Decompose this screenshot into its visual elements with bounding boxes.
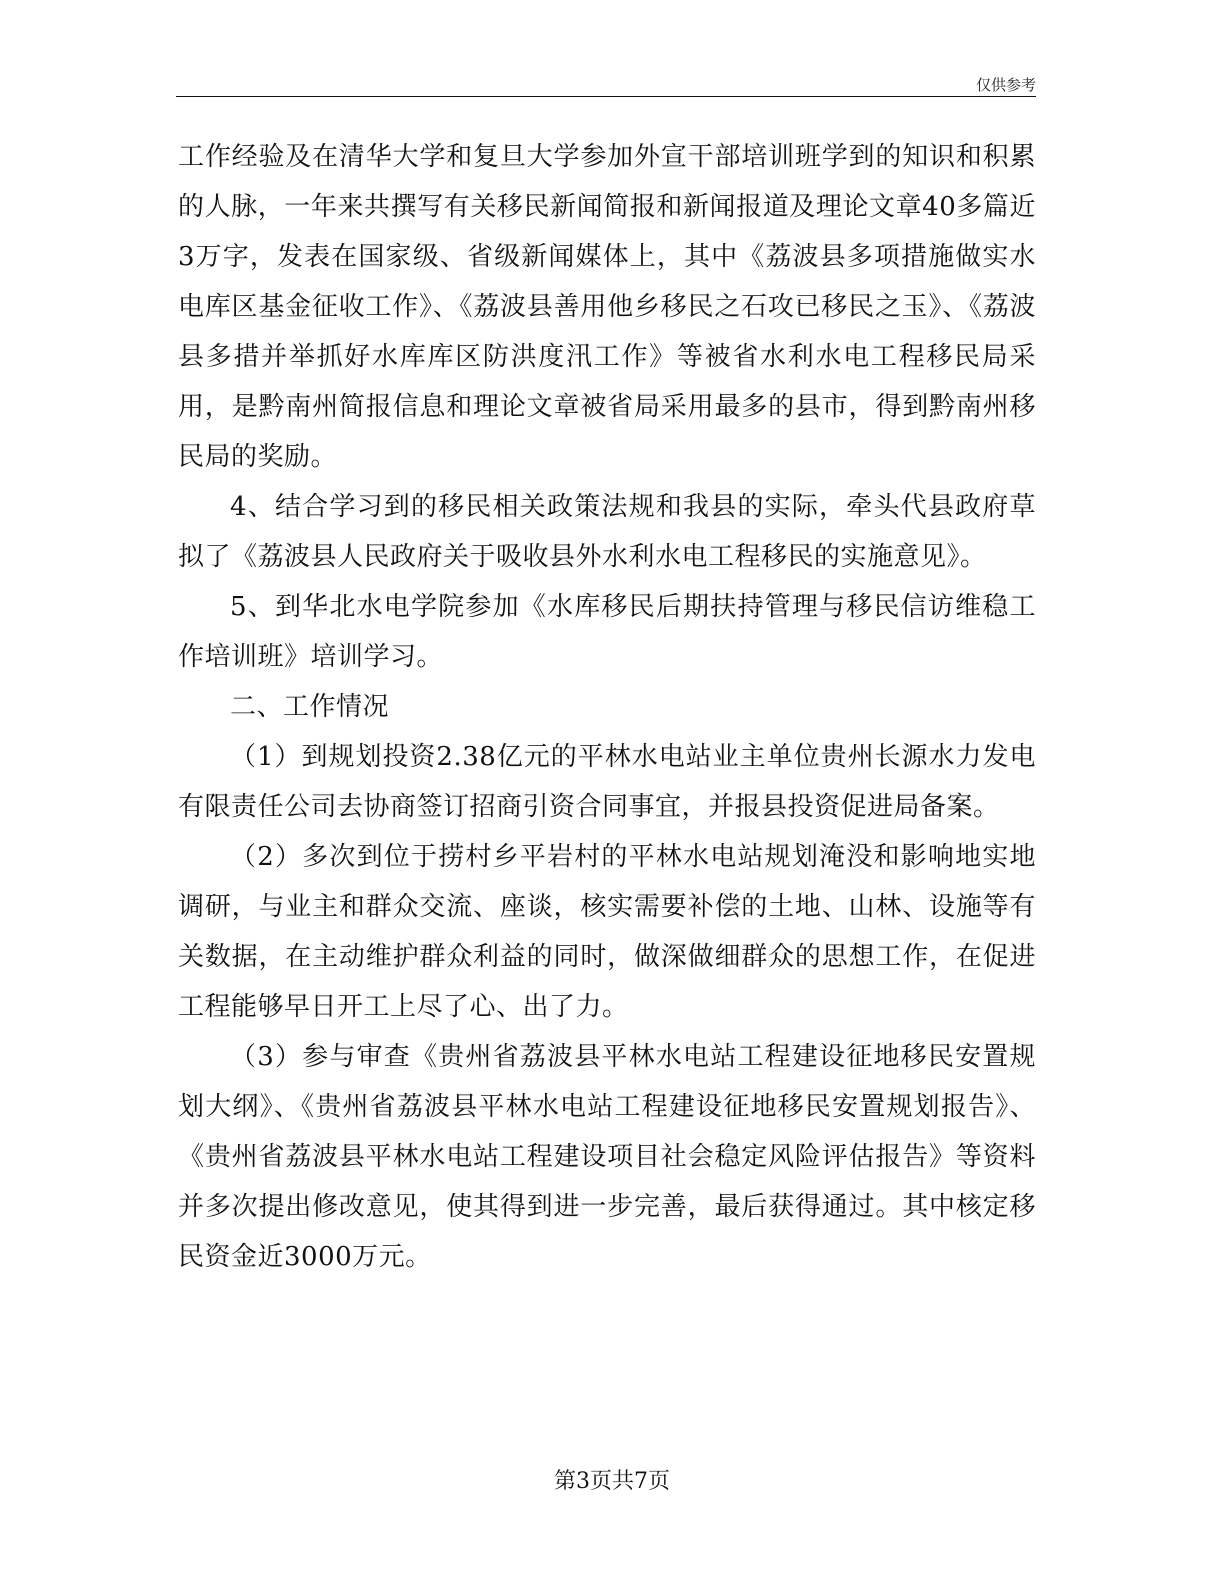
- paragraph-item-4: 4、结合学习到的移民相关政策法规和我县的实际，牵头代县政府草拟了《荔波县人民政府关于吸收县外水利水电工程移民的实施意见》。: [178, 492, 1036, 572]
- paragraph-continuation: 工作经验及在清华大学和复旦大学参加外宣干部培训班学到的知识和积累的人脉，一年来共撰写有关移民新闻简报和新闻报道及理论文章40多篇近3万字，发表在国家级、省级新闻媒体上，其中《荔波县多项措施做实水电库区基金征收工作》、《荔波县善用他乡移民之石攻已移民之玉》、《荔波县多措并举抓好水库库区防洪度汛工作》等被省水利水电工程移民局采用，是黔南州简报信息和理论文章被省局采用最多的县市，得到黔南州移民局的奖励。: [178, 142, 1036, 472]
- document-body: [178, 132, 1036, 1282]
- section-heading-work: 二、工作情况: [230, 692, 390, 722]
- paragraph-work-1: （1）到规划投资2.38亿元的平林水电站业主单位贵州长源水力发电有限责任公司去协商签订招商引资合同事宜，并报县投资促进局备案。: [178, 742, 1036, 822]
- paragraph-work-2: （2）多次到位于捞村乡平岩村的平林水电站规划淹没和影响地实地调研，与业主和群众交流、座谈，核实需要补偿的土地、山林、设施等有关数据，在主动维护群众利益的同时，做深做细群众的思想工作，在促进工程能够早日开工上尽了心、出了力。: [178, 842, 1036, 1022]
- paragraph-item-5: 5、到华北水电学院参加《水库移民后期扶持管理与移民信访维稳工作培训班》培训学习。: [178, 592, 1036, 672]
- paragraph-work-3: （3）参与审查《贵州省荔波县平林水电站工程建设征地移民安置规划大纲》、《贵州省荔波县平林水电站工程建设征地移民安置规划报告》、《贵州省荔波县平林水电站工程建设项目社会稳定风险评估报告》等资料并多次提出修改意见，使其得到进一步完善，最后获得通过。其中核定移民资金近3000万元。: [178, 1042, 1036, 1272]
- page-number-footer: 第3页共7页: [554, 1469, 670, 1494]
- header-divider: [176, 96, 1036, 97]
- header-label: 仅供参考: [975, 76, 1036, 94]
